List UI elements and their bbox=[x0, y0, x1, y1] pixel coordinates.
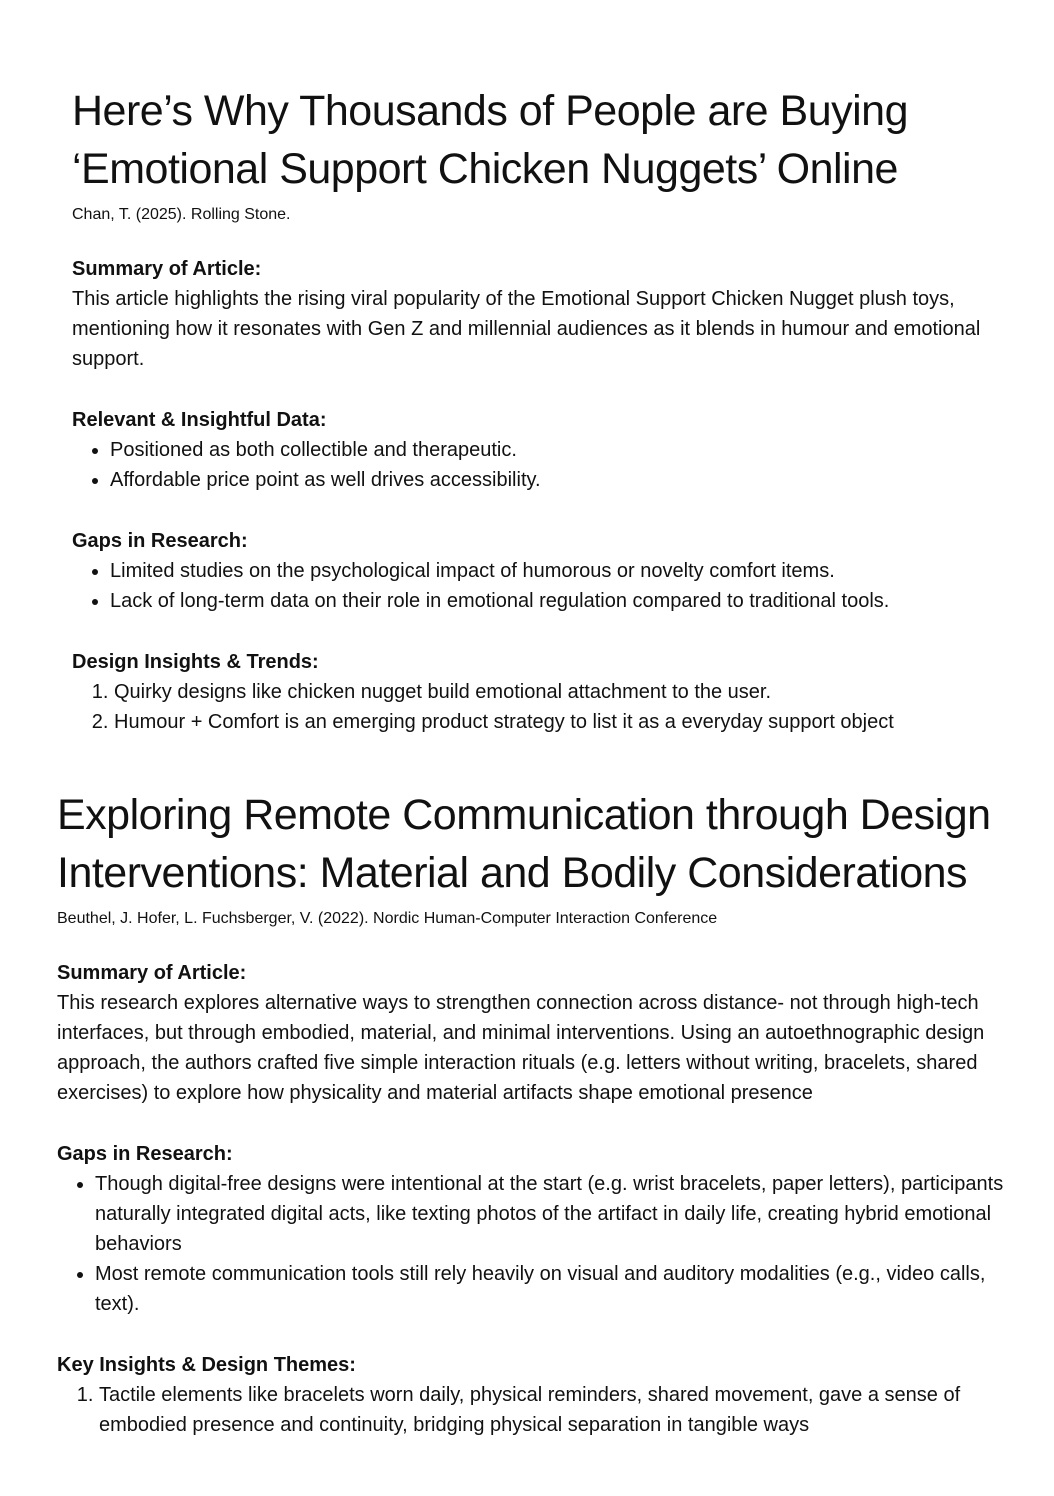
list-item: • Lack of long-term data on their role in emotional regulation compared to traditional tools. bbox=[110, 586, 1032, 616]
summary-heading: Summary of Article: bbox=[57, 962, 247, 984]
list-item: • Limited studies on the psychological impact of humorous or novelty comfort items. bbox=[110, 556, 1032, 586]
gaps-list bbox=[57, 1169, 1032, 1319]
summary-text: This article highlights the rising viral popularity of the Emotional Support Chicken Nugget plush toys, mentioning how it resonates with Gen Z and millennial audiences as it blends in humour and emotional support. bbox=[72, 288, 981, 370]
list-item: • Though digital-free designs were intentional at the start (e.g. wrist bracelets, paper letters), participants naturally integrated digital acts, like texting photos of the artifact in daily life, creating hybrid emotional behaviors bbox=[95, 1169, 1032, 1259]
data-heading: Relevant & Insightful Data: bbox=[72, 409, 327, 431]
insights-heading: Key Insights & Design Themes: bbox=[57, 1354, 356, 1376]
summary-text: This research explores alternative ways to strengthen connection across distance- not through high-tech interfaces, but through embodied, material, and minimal interventions. Using an autoethnographic design approach, the authors crafted five simple interaction rituals (e.g. letters without writing, bracelets, shared exercises) to explore how physicality and material artifacts shape emotional presence bbox=[57, 992, 985, 1104]
article-title: Here’s Why Thousands of People are Buying ‘Emotional Support Chicken Nuggets’ Online bbox=[72, 87, 909, 193]
data-list bbox=[72, 435, 1032, 495]
article-citation: Chan, T. (2025). Rolling Stone. bbox=[72, 206, 291, 223]
list-item: • Affordable price point as well drives accessibility. bbox=[110, 465, 1032, 495]
gaps-heading: Gaps in Research: bbox=[57, 1143, 233, 1165]
article-chicken-nuggets bbox=[72, 82, 1032, 737]
insights-heading: Design Insights & Trends: bbox=[72, 651, 319, 673]
insights-list bbox=[72, 677, 1032, 737]
article-remote-communication bbox=[57, 786, 1032, 1440]
list-item: • Most remote communication tools still rely heavily on visual and auditory modalities (e.g., video calls, text). bbox=[95, 1259, 1032, 1319]
gaps-list bbox=[72, 556, 1032, 616]
list-item: 1. Quirky designs like chicken nugget build emotional attachment to the user. bbox=[114, 677, 1032, 707]
list-item: • Positioned as both collectible and therapeutic. bbox=[110, 435, 1032, 465]
article-title: Exploring Remote Communication through Design Interventions: Material and Bodily Considerations bbox=[57, 791, 991, 897]
insights-list bbox=[57, 1380, 1032, 1440]
list-item: 1. Tactile elements like bracelets worn daily, physical reminders, shared movement, gave a sense of embodied presence and continuity, bridging physical separation in tangible ways bbox=[99, 1380, 1032, 1440]
summary-heading: Summary of Article: bbox=[72, 258, 262, 280]
gaps-heading: Gaps in Research: bbox=[72, 530, 248, 552]
article-citation: Beuthel, J. Hofer, L. Fuchsberger, V. (2022). Nordic Human-Computer Interaction Conference bbox=[57, 910, 718, 927]
list-item: 2. Humour + Comfort is an emerging product strategy to list it as a everyday support object bbox=[114, 707, 1032, 737]
